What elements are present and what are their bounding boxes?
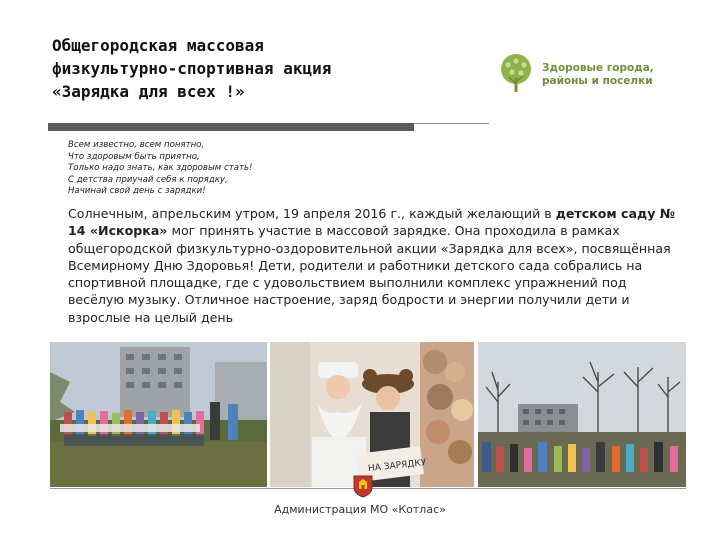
photo-sports-ground bbox=[478, 342, 686, 487]
poem-line: Всем известно, всем понятно, bbox=[68, 140, 205, 150]
title-line-2: физкультурно-спортивная акция bbox=[52, 59, 332, 78]
poem-line: Только надо знать, как здоровым стать! bbox=[68, 163, 253, 173]
poem-line: Начинай свой день с зарядки! bbox=[68, 186, 206, 196]
photo-father-frost bbox=[270, 342, 474, 487]
healthy-cities-logo bbox=[494, 52, 674, 98]
logo-line-2: районы и поселки bbox=[542, 75, 653, 87]
title-line-3: «Зарядка для всех !» bbox=[52, 82, 245, 101]
article-text-start: Солнечным, апрельским утром, 19 апреля 2016 г., каждый желающий в bbox=[68, 206, 556, 221]
title-divider bbox=[48, 123, 414, 131]
kindergarten-name: детском саду № 14 «Искорка» bbox=[68, 206, 675, 239]
tree-icon bbox=[494, 52, 538, 96]
article-paragraph bbox=[68, 205, 680, 326]
poem bbox=[68, 140, 368, 198]
title-divider-thin bbox=[414, 123, 489, 124]
page-title bbox=[52, 34, 432, 103]
poem-line: С детства приучай себя к порядку, bbox=[68, 174, 228, 185]
logo-line-1: Здоровые города, bbox=[542, 62, 654, 74]
poem-line: Что здоровым быть приятно, bbox=[68, 151, 200, 162]
photo-group-outdoor bbox=[50, 342, 267, 487]
coat-of-arms-icon bbox=[352, 474, 374, 498]
title-line-1: Общегородская массовая bbox=[52, 36, 264, 55]
article-text-rest: мог принять участие в массовой зарядке. Она проходила в рамках общегородской физкультурно-оздоровительной акции «Зарядка для всех», посвящённая Всемирному Дню Здоровья! Дети, родители и работники детского сада собрались на спортивной площадке, где с удовольствием выполнили комплекс упражнений под весёлую музыку. Отличное настроение, заряд бодрости и энергии получили дети и взрослые на целый день bbox=[68, 223, 671, 325]
sign-text: НА ЗАРЯДКУ bbox=[367, 458, 427, 475]
footer-text: Администрация МО «Котлас» bbox=[274, 503, 446, 516]
